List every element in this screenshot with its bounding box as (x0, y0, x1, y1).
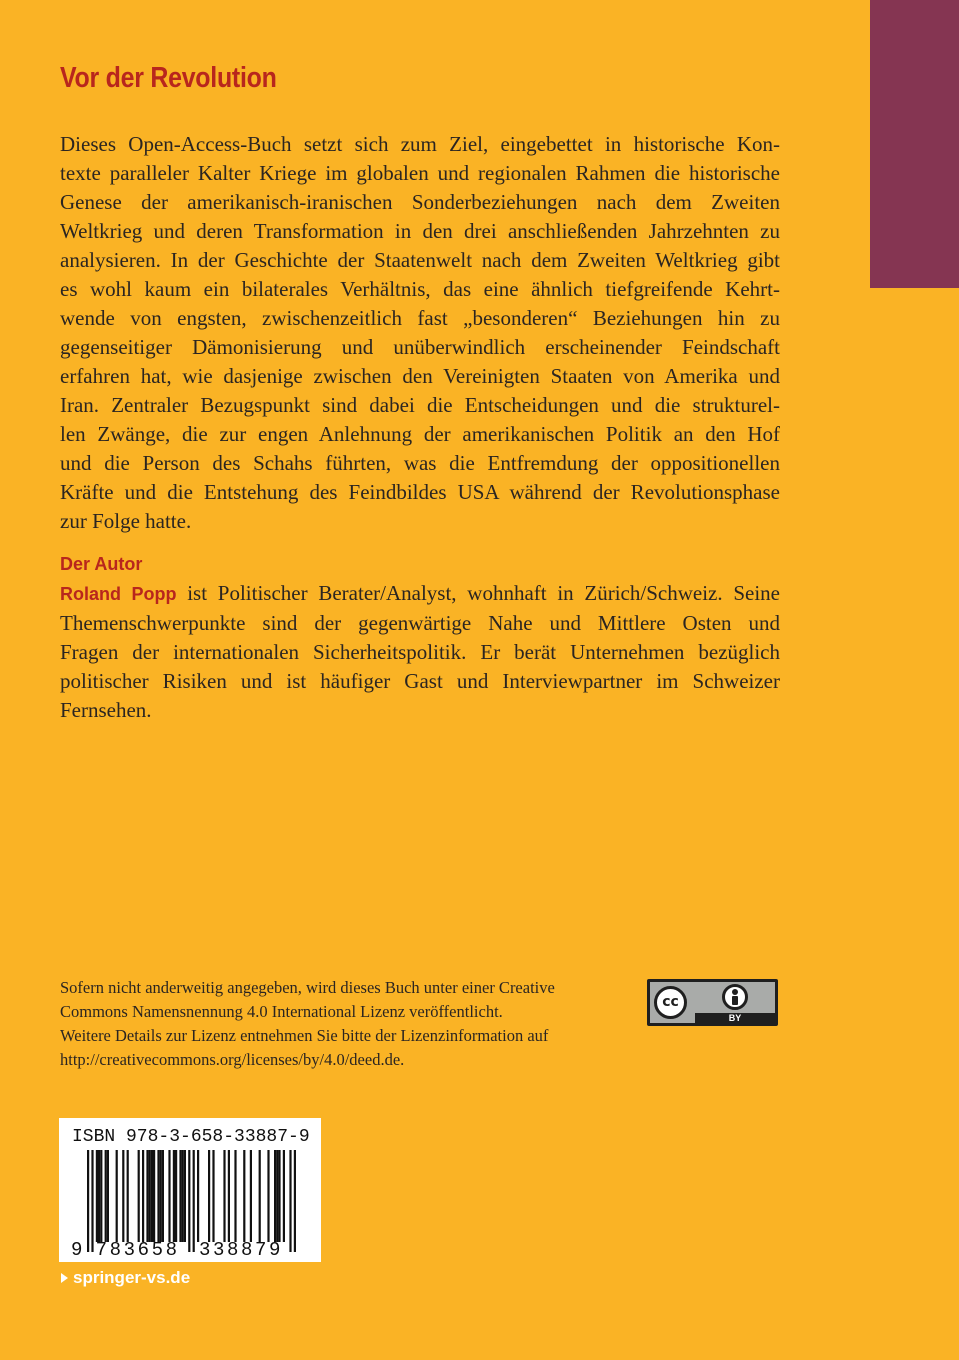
cc-by-badge (647, 979, 778, 1026)
barcode-bar (184, 1150, 186, 1242)
barcode-bar (168, 1150, 170, 1242)
author-section (60, 550, 780, 725)
author-line: politischer Risiken und ist häufiger Gast und Interviewpartner im Schweizer (60, 669, 780, 693)
barcode-bar (162, 1150, 164, 1242)
barcode-bar (294, 1150, 296, 1252)
barcode-bar (142, 1150, 144, 1242)
author-heading: Der Autor (60, 554, 143, 574)
abstract-line: zur Folge hatte. (60, 509, 192, 533)
barcode-bar (182, 1150, 184, 1242)
abstract-line: analysieren. In der Geschichte der Staatenwelt nach dem Zweiten Weltkrieg gibt (60, 248, 780, 272)
author-line-text: ist Politischer Berater/Analyst, wohnhaft in Zürich/Schweiz. Seine (176, 581, 780, 605)
barcode-bar (208, 1150, 210, 1242)
author-line: Fragen der internationalen Sicherheitspolitik. Er berät Unternehmen bezüglich (60, 640, 780, 664)
barcode-bar (151, 1150, 153, 1242)
barcode-bar (157, 1150, 159, 1242)
barcode-bar (116, 1150, 118, 1242)
barcode-bar (212, 1150, 214, 1242)
barcode-bar (149, 1150, 151, 1242)
abstract-line: wende von engsten, zwischenzeitlich fast „besonderen“ Beziehungen hin zu (60, 306, 780, 330)
author-line (60, 579, 780, 609)
barcode-bar (127, 1150, 129, 1242)
cc-icon: cc (654, 986, 687, 1019)
barcode-bar (138, 1150, 140, 1242)
license-notice (60, 976, 612, 1072)
barcode-bar (228, 1150, 230, 1242)
book-title: Vor der Revolution (60, 62, 277, 94)
barcode-bar (107, 1150, 109, 1242)
license-url: http://creativecommons.org/licenses/by/4.0/deed.de. (60, 1050, 405, 1069)
barcode-bar (153, 1150, 155, 1242)
publisher-website (61, 1268, 190, 1288)
abstract (60, 130, 780, 536)
barcode-bar (193, 1150, 195, 1252)
by-label: BY (695, 1013, 775, 1023)
barcode-bar (223, 1150, 225, 1242)
cc-badge-inner (650, 982, 775, 1023)
barcode-bar (278, 1150, 280, 1242)
barcode-bar (98, 1150, 100, 1242)
barcode-bar (96, 1150, 98, 1242)
abstract-line: Kräfte und die Entstehung des Feindbildes USA während der Revolutionsphase (60, 480, 780, 504)
decorative-side-bar (870, 0, 959, 288)
author-name: Roland Popp (60, 584, 177, 604)
abstract-line: es wohl kaum ein bilaterales Verhältnis, das eine ähnlich tiefgreifende Kehrt- (60, 277, 780, 301)
person-icon-body (732, 996, 738, 1005)
isbn-label: ISBN 978-3-658-33887-9 (72, 1127, 310, 1147)
author-line: Fernsehen. (60, 698, 152, 722)
barcode-bar (197, 1150, 199, 1242)
barcode-bar (100, 1150, 102, 1242)
barcode-digits-left: 783658 (95, 1239, 180, 1261)
barcode-bar (243, 1150, 245, 1242)
barcode-bar (122, 1150, 124, 1242)
barcode-bar (91, 1150, 93, 1252)
abstract-line: Iran. Zentraler Bezugspunkt sind dabei die Entscheidungen und die strukturel- (60, 393, 780, 417)
arrow-right-icon (61, 1273, 68, 1283)
barcode-bar (259, 1150, 261, 1242)
person-icon (722, 984, 748, 1010)
barcode-bar (179, 1150, 181, 1242)
barcode-bar (160, 1150, 162, 1242)
barcode-bar (274, 1150, 276, 1242)
license-line: Commons Namensnennung 4.0 International Lizenz veröffentlicht. (60, 1002, 503, 1021)
isbn-barcode (59, 1118, 321, 1262)
license-line: Sofern nicht anderweitig angegeben, wird dieses Buch unter einer Creative (60, 978, 555, 997)
license-line: Weitere Details zur Lizenz entnehmen Sie bitte der Lizenzinformation auf (60, 1026, 549, 1045)
barcode-bar (146, 1150, 148, 1242)
barcode-bar (175, 1150, 177, 1242)
abstract-line: und die Person des Schahs führten, was die Entfremdung der oppositionellen (60, 451, 780, 475)
barcode-bar (283, 1150, 285, 1242)
abstract-line: texte paralleler Kalter Kriege im globalen und regionalen Rahmen die historische (60, 161, 780, 185)
barcode-bar (276, 1150, 278, 1242)
barcode-digits-right: 338879 (199, 1239, 284, 1261)
publisher-website-text: springer-vs.de (73, 1268, 191, 1287)
abstract-line: gegenseitiger Dämonisierung und unüberwindlich erscheinender Feindschaft (60, 335, 780, 359)
barcode-bar (87, 1150, 89, 1252)
barcode-digit-lead: 9 (71, 1239, 86, 1261)
barcode-bar (234, 1150, 236, 1242)
abstract-line: len Zwänge, die zur engen Anlehnung der amerikanischen Politik an den Hof (60, 422, 780, 446)
barcode-bar (250, 1150, 252, 1242)
abstract-line: Weltkrieg und deren Transformation in den drei anschließenden Jahrzehnten zu (60, 219, 780, 243)
person-icon-head (732, 989, 738, 995)
barcode-bar (188, 1150, 190, 1252)
abstract-line: Genese der amerikanisch-iranischen Sonderbeziehungen nach dem Zweiten (60, 190, 780, 214)
barcode-bar (173, 1150, 175, 1242)
barcode-bar (267, 1150, 269, 1242)
barcode-bars (59, 1118, 321, 1262)
abstract-line: erfahren hat, wie dasjenige zwischen den Vereinigten Staaten von Amerika und (60, 364, 780, 388)
barcode-bar (289, 1150, 291, 1252)
author-line: Themenschwerpunkte sind der gegenwärtige Nahe und Mittlere Osten und (60, 611, 780, 635)
barcode-bar (105, 1150, 107, 1242)
abstract-line: Dieses Open-Access-Buch setzt sich zum Ziel, eingebettet in historische Kon- (60, 132, 780, 156)
